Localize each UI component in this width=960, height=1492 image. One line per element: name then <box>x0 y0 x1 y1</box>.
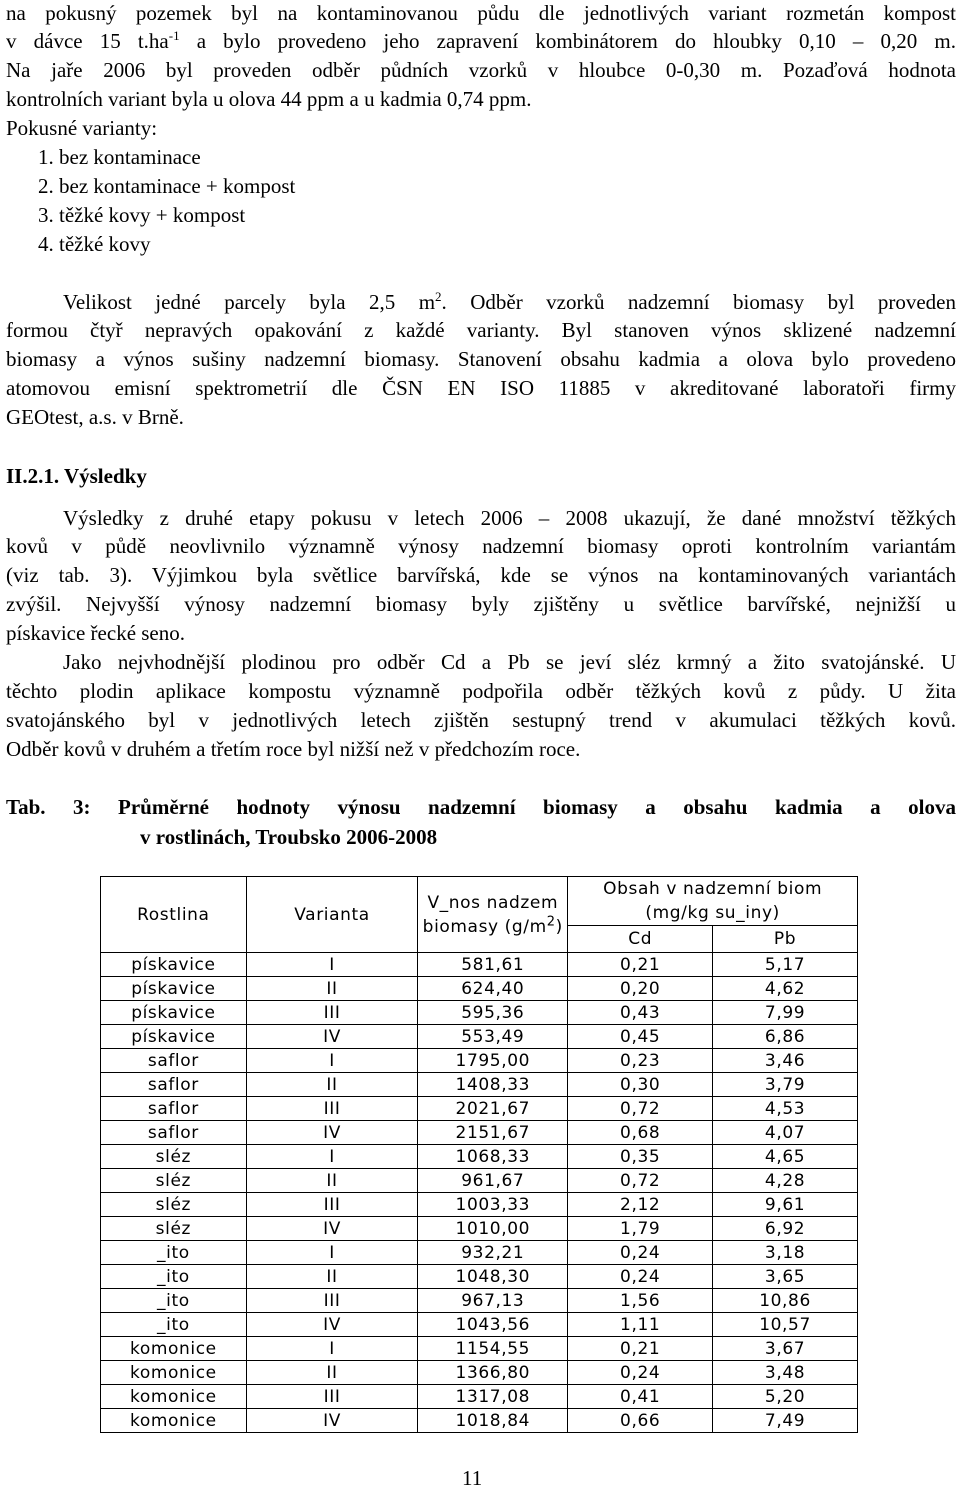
cell-pb: 4,07 <box>713 1121 858 1145</box>
cell-plant: komonice <box>101 1337 247 1361</box>
cell-pb: 6,86 <box>713 1025 858 1049</box>
cell-variant: I <box>246 1337 418 1361</box>
cell-yield: 1795,00 <box>418 1049 568 1073</box>
cell-variant: II <box>246 1073 418 1097</box>
cell-plant: _ito <box>101 1265 247 1289</box>
cell-cd: 1,56 <box>568 1289 713 1313</box>
cell-yield: 624,40 <box>418 977 568 1001</box>
table-caption-line-2: v rostlinách, Troubsko 2006-2008 <box>140 825 438 849</box>
parcel-line-2: formou čtyř nepravých opakování z každé varianty. Byl stanoven výnos sklizené nadzemní <box>6 318 956 342</box>
cell-plant: pískavice <box>101 953 247 977</box>
results-p1-line-1: Výsledky z druhé etapy pokusu v letech 2006 – 2008 ukazují, že dané množství těžkých <box>63 506 956 530</box>
header-content-line-2: (mg/kg su_iny) <box>645 903 780 923</box>
cell-yield: 1317,08 <box>418 1385 568 1409</box>
table-body <box>101 953 858 1433</box>
table-row <box>101 1001 858 1025</box>
results-p2-line-2: těchto plodin aplikace kompostu významně podpořila odběr těžkých kovů z půdy. U žita <box>6 679 956 703</box>
cell-cd: 0,66 <box>568 1409 713 1433</box>
table-row <box>101 953 858 977</box>
cell-yield: 1010,00 <box>418 1217 568 1241</box>
header-cd: Cd <box>568 926 713 953</box>
parcel-line-1-b: . Odběr vzorků nadzemní biomasy byl proveden <box>441 290 956 314</box>
cell-plant: saflor <box>101 1121 247 1145</box>
parcel-line-1-a: Velikost jedné parcely byla 2,5 m <box>63 290 436 314</box>
cell-yield: 1408,33 <box>418 1073 568 1097</box>
cell-plant: saflor <box>101 1049 247 1073</box>
header-content-line-1: Obsah v nadzemní biom <box>603 879 823 899</box>
cell-yield: 595,36 <box>418 1001 568 1025</box>
page-number: 11 <box>462 1466 483 1490</box>
cell-pb: 3,67 <box>713 1337 858 1361</box>
table-row <box>101 1265 858 1289</box>
cell-pb: 6,92 <box>713 1217 858 1241</box>
table-row <box>101 1097 858 1121</box>
table-row <box>101 1217 858 1241</box>
parcel-line-5: GEOtest, a.s. v Brně. <box>6 405 184 429</box>
parcel-line-4: atomovou emisní spektrometrií dle ČSN EN ISO 11885 v akreditované laboratoři firmy <box>6 376 956 400</box>
results-p1-line-5: pískavice řecké seno. <box>6 621 186 645</box>
cell-variant: II <box>246 977 418 1001</box>
cell-variant: III <box>246 1097 418 1121</box>
cell-pb: 3,79 <box>713 1073 858 1097</box>
cell-cd: 0,45 <box>568 1025 713 1049</box>
cell-variant: IV <box>246 1025 418 1049</box>
cell-cd: 0,72 <box>568 1097 713 1121</box>
cell-plant: saflor <box>101 1097 247 1121</box>
cell-yield: 1154,55 <box>418 1337 568 1361</box>
cell-plant: _ito <box>101 1241 247 1265</box>
table-row <box>101 1193 858 1217</box>
header-yield-sup: 2 <box>546 913 556 929</box>
cell-cd: 1,11 <box>568 1313 713 1337</box>
cell-yield: 1018,84 <box>418 1409 568 1433</box>
cell-variant: III <box>246 1001 418 1025</box>
cell-pb: 3,46 <box>713 1049 858 1073</box>
cell-cd: 0,30 <box>568 1073 713 1097</box>
table-row <box>101 1241 858 1265</box>
cell-yield: 1366,80 <box>418 1361 568 1385</box>
cell-yield: 2021,67 <box>418 1097 568 1121</box>
cell-pb: 3,18 <box>713 1241 858 1265</box>
cell-pb: 9,61 <box>713 1193 858 1217</box>
cell-plant: komonice <box>101 1409 247 1433</box>
cell-yield: 1043,56 <box>418 1313 568 1337</box>
header-yield-line-3: ) <box>555 916 563 937</box>
cell-pb: 3,65 <box>713 1265 858 1289</box>
cell-cd: 0,72 <box>568 1169 713 1193</box>
table-row <box>101 1385 858 1409</box>
cell-variant: IV <box>246 1217 418 1241</box>
cell-cd: 0,24 <box>568 1265 713 1289</box>
cell-cd: 1,79 <box>568 1217 713 1241</box>
results-heading: II.2.1. Výsledky <box>6 464 147 488</box>
cell-cd: 0,20 <box>568 977 713 1001</box>
table-row <box>101 1313 858 1337</box>
table-row <box>101 1049 858 1073</box>
cell-plant: sléz <box>101 1145 247 1169</box>
parcel-line-1-sup: 2 <box>435 289 442 304</box>
cell-yield: 967,13 <box>418 1289 568 1313</box>
cell-plant: _ito <box>101 1289 247 1313</box>
cell-variant: IV <box>246 1313 418 1337</box>
cell-yield: 581,61 <box>418 953 568 977</box>
header-pb: Pb <box>713 926 858 953</box>
results-p2-line-1: Jako nejvhodnější plodinou pro odběr Cd a Pb se jeví sléz krmný a žito svatojánské. U <box>63 650 956 674</box>
cell-variant: IV <box>246 1409 418 1433</box>
results-p1-line-3: (viz tab. 3). Výjimkou byla světlice barvířská, kde se výnos na kontaminovaných variantách <box>6 563 956 587</box>
table-row <box>101 1289 858 1313</box>
cell-plant: komonice <box>101 1385 247 1409</box>
cell-pb: 4,28 <box>713 1169 858 1193</box>
cell-plant: sléz <box>101 1193 247 1217</box>
cell-plant: sléz <box>101 1217 247 1241</box>
cell-variant: I <box>246 1145 418 1169</box>
intro-line-2-a: v dávce 15 t.ha <box>6 29 169 53</box>
cell-pb: 3,48 <box>713 1361 858 1385</box>
cell-yield: 553,49 <box>418 1025 568 1049</box>
cell-cd: 0,24 <box>568 1241 713 1265</box>
header-yield-line-2 <box>418 915 567 939</box>
cell-pb: 5,20 <box>713 1385 858 1409</box>
cell-yield: 1003,33 <box>418 1193 568 1217</box>
cell-plant: saflor <box>101 1073 247 1097</box>
cell-variant: III <box>246 1193 418 1217</box>
variant-item-3: 3. těžké kovy + kompost <box>38 203 246 227</box>
cell-variant: I <box>246 1241 418 1265</box>
cell-pb: 4,65 <box>713 1145 858 1169</box>
table-row <box>101 1025 858 1049</box>
cell-plant: komonice <box>101 1361 247 1385</box>
header-plant: Rostlina <box>101 877 247 953</box>
cell-plant: pískavice <box>101 977 247 1001</box>
cell-cd: 0,35 <box>568 1145 713 1169</box>
cell-variant: III <box>246 1289 418 1313</box>
variants-heading: Pokusné varianty: <box>6 116 158 140</box>
cell-cd: 0,68 <box>568 1121 713 1145</box>
cell-cd: 0,24 <box>568 1361 713 1385</box>
table-row <box>101 977 858 1001</box>
header-content <box>568 877 858 926</box>
results-p1-line-2: kovů v půdě neovlivnilo významně výnosy nadzemní biomasy oproti kontrolním variantám <box>6 534 956 558</box>
results-p2-line-4: Odběr kovů v druhém a třetím roce byl nižší než v předchozím roce. <box>6 737 581 761</box>
cell-pb: 4,53 <box>713 1097 858 1121</box>
intro-line-2-sup: -1 <box>168 28 180 43</box>
cell-pb: 7,49 <box>713 1409 858 1433</box>
cell-variant: III <box>246 1385 418 1409</box>
cell-pb: 5,17 <box>713 953 858 977</box>
cell-plant: _ito <box>101 1313 247 1337</box>
variant-item-2: 2. bez kontaminace + kompost <box>38 174 296 198</box>
cell-yield: 1048,30 <box>418 1265 568 1289</box>
header-variant: Varianta <box>246 877 418 953</box>
cell-plant: sléz <box>101 1169 247 1193</box>
cell-cd: 0,21 <box>568 953 713 977</box>
header-yield-line-1: V_nos nadzem <box>427 892 559 913</box>
intro-line-1: na pokusný pozemek byl na kontaminovanou půdu dle jednotlivých variant rozmetán kompost <box>6 1 956 25</box>
table-row <box>101 1073 858 1097</box>
intro-line-4: kontrolních variant byla u olova 44 ppm a u kadmia 0,74 ppm. <box>6 87 532 111</box>
table-row <box>101 1169 858 1193</box>
table-row <box>101 1409 858 1433</box>
cell-yield: 961,67 <box>418 1169 568 1193</box>
cell-yield: 932,21 <box>418 1241 568 1265</box>
cell-variant: I <box>246 953 418 977</box>
table-row <box>101 1145 858 1169</box>
results-p1-line-4: zvýšil. Nejvyšší výnosy nadzemní biomasy byly zjištěny u světlice barvířské, nejnižší u <box>6 592 956 616</box>
variant-item-1: 1. bez kontaminace <box>38 145 201 169</box>
intro-line-3: Na jaře 2006 byl proveden odběr půdních vzorků v hloubce 0-0,30 m. Pozaďová hodnota <box>6 58 956 82</box>
table-row <box>101 1337 858 1361</box>
cell-cd: 2,12 <box>568 1193 713 1217</box>
cell-cd: 0,21 <box>568 1337 713 1361</box>
cell-variant: IV <box>246 1121 418 1145</box>
cell-variant: II <box>246 1169 418 1193</box>
table-row <box>101 1121 858 1145</box>
intro-line-2 <box>6 27 956 55</box>
parcel-line-1 <box>63 288 956 316</box>
cell-yield: 1068,33 <box>418 1145 568 1169</box>
table-caption-line-1: Tab. 3: Průměrné hodnoty výnosu nadzemní biomasy a obsahu kadmia a olova <box>6 795 956 819</box>
cell-variant: I <box>246 1049 418 1073</box>
header-yield-line-2-text: biomasy (g/m <box>422 916 547 937</box>
cell-cd: 0,23 <box>568 1049 713 1073</box>
cell-plant: pískavice <box>101 1001 247 1025</box>
table-row <box>101 1361 858 1385</box>
parcel-line-3: biomasy a výnos sušiny nadzemní biomasy. Stanovení obsahu kadmia a olova bylo provedeno <box>6 347 956 371</box>
cell-cd: 0,43 <box>568 1001 713 1025</box>
cell-pb: 10,86 <box>713 1289 858 1313</box>
cell-yield: 2151,67 <box>418 1121 568 1145</box>
intro-line-2-b: a bylo provedeno jeho zapravení kombinátorem do hloubky 0,10 – 0,20 m. <box>179 29 956 53</box>
cell-variant: II <box>246 1265 418 1289</box>
cell-pb: 7,99 <box>713 1001 858 1025</box>
results-table <box>100 876 858 1433</box>
cell-plant: pískavice <box>101 1025 247 1049</box>
cell-pb: 4,62 <box>713 977 858 1001</box>
cell-pb: 10,57 <box>713 1313 858 1337</box>
results-p2-line-3: svatojánského byl v jednotlivých letech zjištěn sestupný trend v akumulaci těžkých kovů. <box>6 708 956 732</box>
cell-cd: 0,41 <box>568 1385 713 1409</box>
header-yield <box>418 877 568 953</box>
cell-variant: II <box>246 1361 418 1385</box>
variant-item-4: 4. těžké kovy <box>38 232 151 256</box>
